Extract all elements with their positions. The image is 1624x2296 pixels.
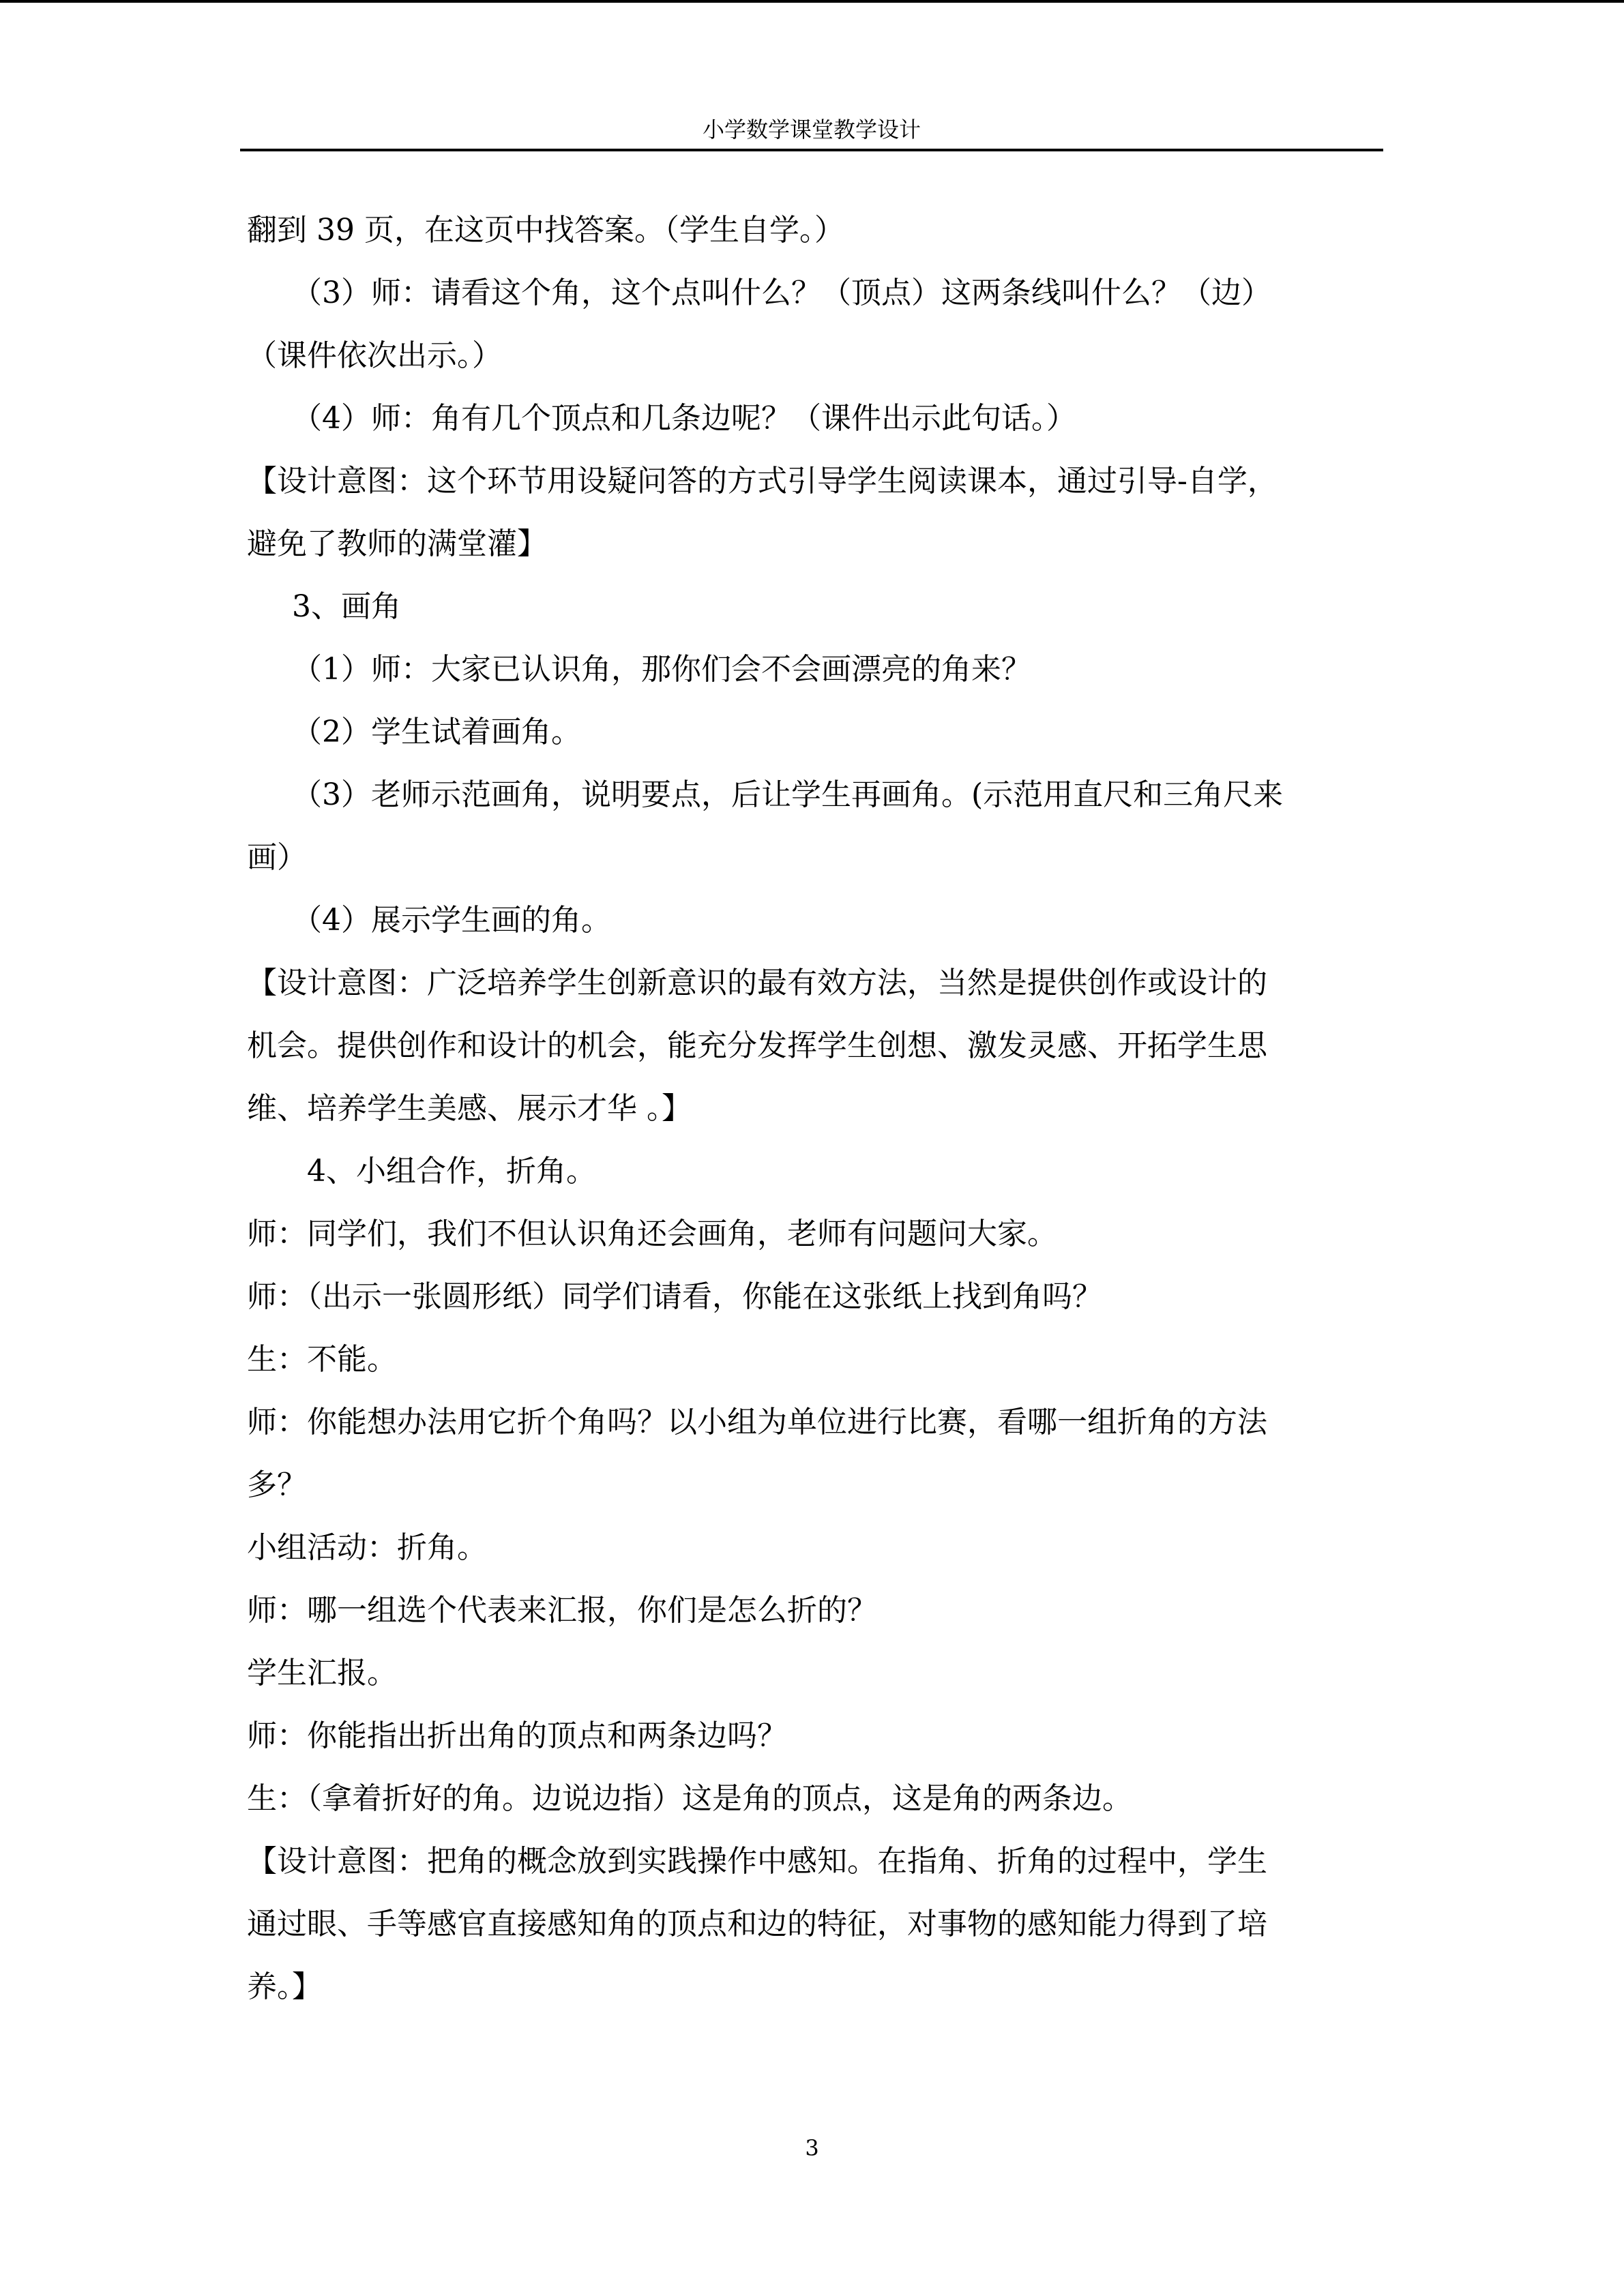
text-line: 翻到 39 页，在这页中找答案。（学生自学。） — [247, 213, 844, 248]
design-intent-line: 机会。提供创作和设计的机会，能充分发挥学生创想、激发灵感、开拓学生思 — [247, 1028, 1267, 1063]
text-line: 画） — [247, 840, 307, 875]
dialogue-line: 生：（拿着折好的角。边说边指）这是角的顶点，这是角的两条边。 — [247, 1781, 1132, 1816]
dialogue-line: 师：（出示一张圆形纸）同学们请看，你能在这张纸上找到角吗？ — [247, 1279, 1102, 1314]
design-intent-line: 避免了教师的满堂灌】 — [247, 526, 547, 561]
header-divider — [240, 149, 1383, 151]
design-intent-line: 【设计意图：广泛培养学生创新意识的最有效方法，当然是提供创作或设计的 — [247, 966, 1267, 1000]
design-intent-line: 【设计意图：把角的概念放到实践操作中感知。在指角、折角的过程中，学生 — [247, 1844, 1267, 1879]
text-line: （1）师：大家已认识角，那你们会不会画漂亮的角来？ — [292, 652, 1031, 687]
design-intent-line: 通过眼、手等感官直接感知角的顶点和边的特征，对事物的感知能力得到了培 — [247, 1907, 1267, 1941]
dialogue-line: 学生汇报。 — [247, 1656, 397, 1690]
dialogue-line: 师：你能指出折出角的顶点和两条边吗？ — [247, 1718, 787, 1753]
dialogue-line: 师：同学们，我们不但认识角还会画角，老师有问题问大家。 — [247, 1217, 1057, 1251]
design-intent-line: 【设计意图：这个环节用设疑问答的方式引导学生阅读课本，通过引导-自学， — [247, 464, 1278, 498]
section-heading: 3、画角 — [292, 589, 401, 624]
design-intent-line: 养。】 — [247, 1969, 322, 2004]
page-header-title: 小学数学课堂教学设计 — [702, 117, 921, 143]
text-line: （3）老师示范画角，说明要点，后让学生再画角。(示范用直尺和三角尺来 — [292, 777, 1284, 812]
page-number: 3 — [805, 2135, 819, 2161]
text-line: （2）学生试着画角。 — [292, 715, 581, 749]
text-line: （4）展示学生画的角。 — [292, 903, 611, 938]
document-body — [247, 199, 1379, 2018]
text-line: （3）师：请看这个角，这个点叫什么？（顶点）这两条线叫什么？（边） — [292, 275, 1271, 310]
design-intent-line: 维、培养学生美感、展示才华 。】 — [247, 1091, 692, 1126]
text-line: （课件依次出示。） — [247, 338, 502, 373]
dialogue-line: 师：哪一组选个代表来汇报，你们是怎么折的？ — [247, 1593, 877, 1628]
section-heading: 4、小组合作，折角。 — [307, 1154, 596, 1189]
dialogue-line: 小组活动：折角。 — [247, 1530, 487, 1565]
dialogue-line: 师：你能想办法用它折个角吗？以小组为单位进行比赛，看哪一组折角的方法 — [247, 1405, 1267, 1440]
dialogue-line: 多？ — [247, 1467, 307, 1502]
dialogue-line: 生：不能。 — [247, 1342, 397, 1377]
text-line: （4）师：角有几个顶点和几条边呢？（课件出示此句话。） — [292, 401, 1076, 436]
page-top-border — [0, 0, 1624, 3]
